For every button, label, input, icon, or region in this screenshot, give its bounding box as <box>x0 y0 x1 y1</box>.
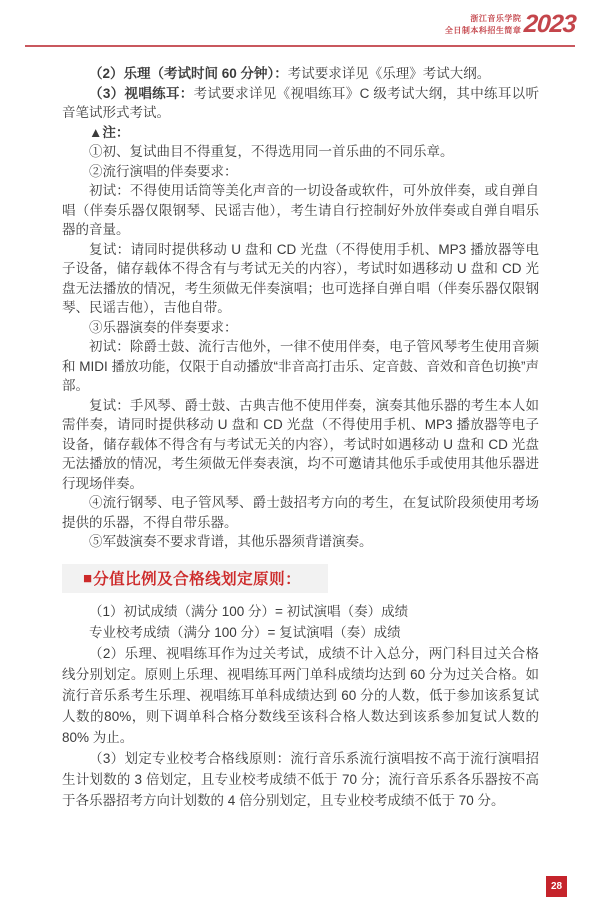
page-number-badge: 28 <box>546 876 567 897</box>
page-header <box>445 12 576 37</box>
section-header-bar <box>62 564 328 593</box>
paragraph: （3）划定专业校考合格线原则：流行音乐系流行演唱按不高于流行演唱招生计划数的 3 倍划定，且专业校考成绩不低于 70 分；流行音乐系各乐器按不高于各乐器招考方向计划数的 4 倍分别划定，且专业校考成绩不低于 70 分。 <box>62 750 539 808</box>
paragraph: 初试：不得使用话筒等美化声音的一切设备或软件，可外放伴奏，或自弹自唱（伴奏乐器仅限钢琴、民谣吉他），考生请自行控制好外放伴奏或自弹自唱乐器的音量。 <box>62 183 539 237</box>
paragraph: 专业校考成绩（满分 100 分）= 复试演唱（奏）成绩 <box>89 624 401 640</box>
header-title-line1: 浙江音乐学院 <box>470 13 522 23</box>
section-body <box>62 601 539 811</box>
header-title <box>445 13 522 36</box>
section-bullet-icon: ■ <box>83 569 93 587</box>
header-title-line2: 全日制本科招生简章 <box>444 25 522 35</box>
paragraph: （1）初试成绩（满分 100 分）= 初试演唱（奏）成绩 <box>89 603 409 619</box>
paragraph: 复试：手风琴、爵士鼓、古典吉他不使用伴奏，演奏其他乐器的考生本人如需伴奏，请同时提供移动 U 盘和 CD 光盘（不得使用手机、MP3 播放器等电子设备，储存载体不得含有与考试无关的内容），考试时如遇移动 U 盘和 CD 光盘无法播放的情况，考生须做无伴奏表演，均不可邀请其他乐手或使用其他乐器进行现场伴奏。 <box>62 397 539 491</box>
paragraph: ①初、复试曲目不得重复，不得选用同一首乐曲的不同乐章。 <box>89 144 454 159</box>
paragraph: （2）乐理（考试时间 60 分钟）：考试要求详见《乐理》考试大纲。 <box>89 66 491 81</box>
paragraph: ②流行演唱的伴奏要求： <box>89 163 238 179</box>
paragraph: ④流行钢琴、电子管风琴、爵士鼓招考方向的考生，在复试阶段须使用考场提供的乐器，不得自带乐器。 <box>62 495 539 530</box>
paragraph: ▲注： <box>89 124 130 140</box>
paragraph: ③乐器演奏的伴奏要求： <box>89 319 238 335</box>
paragraph: 初试：除爵士鼓、流行吉他外，一律不使用伴奏，电子管风琴考生使用音频和 MIDI 播放功能，仅限于自动播放“非音高打击乐、定音鼓、音效和音色切换”声部。 <box>62 339 539 393</box>
document-body <box>62 64 539 811</box>
header-divider-rule <box>25 45 575 47</box>
header-year: 2023 <box>523 10 578 38</box>
paragraph: ⑤军鼓演奏不要求背谱，其他乐器须背谱演奏。 <box>89 534 373 549</box>
paragraph: （3）视唱练耳：考试要求详见《视唱练耳》C 级考试大纲，其中练耳以听音笔试形式考试。 <box>62 85 540 120</box>
section-title: 分值比例及合格线划定原则： <box>93 571 302 588</box>
paragraph: 复试：请同时提供移动 U 盘和 CD 光盘（不得使用手机、MP3 播放器等电子设备，储存载体不得含有与考试无关的内容），考试时如遇移动 U 盘和 CD 光盘无法播放的情况，考生须做无伴奏演唱；也可选择自弹自唱（伴奏乐器仅限钢琴、民谣吉他），吉他自带。 <box>62 241 539 315</box>
paragraph: （2）乐理、视唱练耳作为过关考试，成绩不计入总分，两门科目过关合格线分别划定。原则上乐理、视唱练耳两门单科成绩均达到 60 分为过关合格。如流行音乐系考生乐理、视唱练耳单科成绩达到 60 分的人数，低于参加该系复试人数的80%，则下调单科合格分数线至该科合格人数达到该系参加复试人数的 80% 为止。 <box>62 645 539 745</box>
